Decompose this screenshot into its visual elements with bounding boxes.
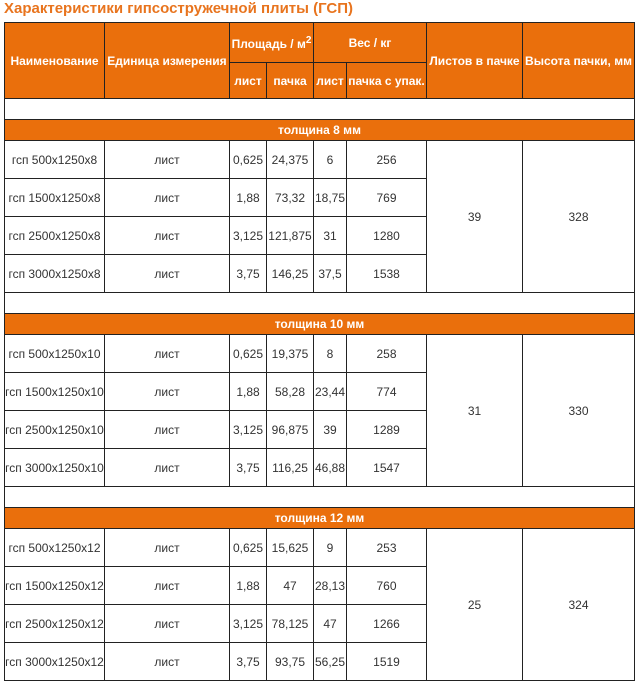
row-weight-sheet: 28,13 — [314, 567, 347, 605]
row-weight-sheet: 39 — [314, 411, 347, 449]
header-sheets-per-pack: Листов в пачке — [427, 23, 523, 99]
row-area-pack: 96,875 — [267, 411, 314, 449]
row-name: гсп 3000х1250х8 — [5, 255, 105, 293]
row-area-pack: 24,375 — [267, 141, 314, 179]
row-area-sheet: 3,75 — [230, 449, 267, 487]
table-row — [5, 335, 635, 373]
row-area-sheet: 3,125 — [230, 217, 267, 255]
row-name: гсп 2500х1250х12 — [5, 605, 105, 643]
row-weight-sheet: 37,5 — [314, 255, 347, 293]
row-name: гсп 3000х1250х10 — [5, 449, 105, 487]
header-weight-sheet: лист — [314, 63, 347, 99]
row-weight-sheet: 23,44 — [314, 373, 347, 411]
pack-height-value: 324 — [523, 529, 635, 681]
spacer-cell — [5, 487, 635, 508]
row-name: гсп 1500х1250х10 — [5, 373, 105, 411]
row-area-pack: 121,875 — [267, 217, 314, 255]
pack-height-value: 330 — [523, 335, 635, 487]
row-weight-pack: 769 — [347, 179, 427, 217]
row-name: гсп 2500х1250х8 — [5, 217, 105, 255]
section-header-row — [5, 314, 635, 335]
row-weight-sheet: 8 — [314, 335, 347, 373]
row-area-pack: 93,75 — [267, 643, 314, 681]
spacer-cell — [5, 293, 635, 314]
row-unit: лист — [105, 605, 230, 643]
spacer-cell — [5, 99, 635, 120]
row-area-pack: 15,625 — [267, 529, 314, 567]
row-weight-pack: 1289 — [347, 411, 427, 449]
specs-table — [4, 22, 635, 681]
header-weight-pack: пачка с упак. — [347, 63, 427, 99]
row-area-sheet: 0,625 — [230, 141, 267, 179]
row-area-sheet: 0,625 — [230, 335, 267, 373]
section-label: толщина 10 мм — [5, 314, 635, 335]
row-weight-pack: 1280 — [347, 217, 427, 255]
page-title: Характеристики гипсостружечной плиты (ГСП) — [4, 0, 354, 17]
row-weight-pack: 256 — [347, 141, 427, 179]
row-weight-pack: 1519 — [347, 643, 427, 681]
spacer-row — [5, 293, 635, 314]
row-name: гсп 1500х1250х12 — [5, 567, 105, 605]
row-unit: лист — [105, 529, 230, 567]
row-area-sheet: 1,88 — [230, 179, 267, 217]
section-header-row — [5, 120, 635, 141]
row-weight-sheet: 31 — [314, 217, 347, 255]
header-pack-height: Высота пачки, мм — [523, 23, 635, 99]
header-unit: Единица измерения — [105, 23, 230, 99]
row-area-pack: 47 — [267, 567, 314, 605]
row-area-sheet: 1,88 — [230, 373, 267, 411]
row-unit: лист — [105, 411, 230, 449]
row-name: гсп 1500х1250х8 — [5, 179, 105, 217]
row-weight-sheet: 9 — [314, 529, 347, 567]
row-weight-sheet: 46,88 — [314, 449, 347, 487]
row-weight-sheet: 6 — [314, 141, 347, 179]
row-unit: лист — [105, 141, 230, 179]
row-weight-pack: 760 — [347, 567, 427, 605]
row-name: гсп 500х1250х12 — [5, 529, 105, 567]
spacer-row — [5, 99, 635, 120]
header-area-sup: 2 — [305, 35, 312, 46]
table-body — [5, 99, 635, 681]
row-unit: лист — [105, 335, 230, 373]
header-area-sheet: лист — [230, 63, 267, 99]
row-area-pack: 78,125 — [267, 605, 314, 643]
row-weight-pack: 1547 — [347, 449, 427, 487]
row-area-sheet: 3,75 — [230, 255, 267, 293]
section-header-row — [5, 508, 635, 529]
row-weight-sheet: 18,75 — [314, 179, 347, 217]
row-area-pack: 116,25 — [267, 449, 314, 487]
row-area-pack: 146,25 — [267, 255, 314, 293]
row-area-pack: 19,375 — [267, 335, 314, 373]
row-name: гсп 500х1250х8 — [5, 141, 105, 179]
row-area-sheet: 3,125 — [230, 411, 267, 449]
table-row — [5, 529, 635, 567]
row-name: гсп 500х1250х10 — [5, 335, 105, 373]
row-weight-sheet: 47 — [314, 605, 347, 643]
section-label: толщина 8 мм — [5, 120, 635, 141]
row-weight-pack: 774 — [347, 373, 427, 411]
row-unit: лист — [105, 449, 230, 487]
row-weight-sheet: 56,25 — [314, 643, 347, 681]
header-name: Наименование — [5, 23, 105, 99]
header-area-pack: пачка — [267, 63, 314, 99]
row-area-sheet: 0,625 — [230, 529, 267, 567]
header-area-label: Площадь / м — [231, 37, 306, 51]
pack-height-value: 328 — [523, 141, 635, 293]
row-area-sheet: 1,88 — [230, 567, 267, 605]
row-unit: лист — [105, 643, 230, 681]
sheets-per-pack-value: 31 — [427, 335, 523, 487]
sheets-per-pack-value: 25 — [427, 529, 523, 681]
row-unit: лист — [105, 255, 230, 293]
row-unit: лист — [105, 179, 230, 217]
header-area — [230, 23, 314, 63]
row-area-sheet: 3,75 — [230, 643, 267, 681]
row-weight-pack: 1266 — [347, 605, 427, 643]
row-unit: лист — [105, 217, 230, 255]
sheets-per-pack-value: 39 — [427, 141, 523, 293]
row-area-pack: 58,28 — [267, 373, 314, 411]
header-weight: Вес / кг — [314, 23, 427, 63]
row-unit: лист — [105, 373, 230, 411]
row-name: гсп 3000х1250х12 — [5, 643, 105, 681]
table-row — [5, 141, 635, 179]
row-weight-pack: 1538 — [347, 255, 427, 293]
row-area-pack: 73,32 — [267, 179, 314, 217]
section-label: толщина 12 мм — [5, 508, 635, 529]
row-area-sheet: 3,125 — [230, 605, 267, 643]
row-name: гсп 2500х1250х10 — [5, 411, 105, 449]
row-unit: лист — [105, 567, 230, 605]
row-weight-pack: 258 — [347, 335, 427, 373]
row-weight-pack: 253 — [347, 529, 427, 567]
spacer-row — [5, 487, 635, 508]
